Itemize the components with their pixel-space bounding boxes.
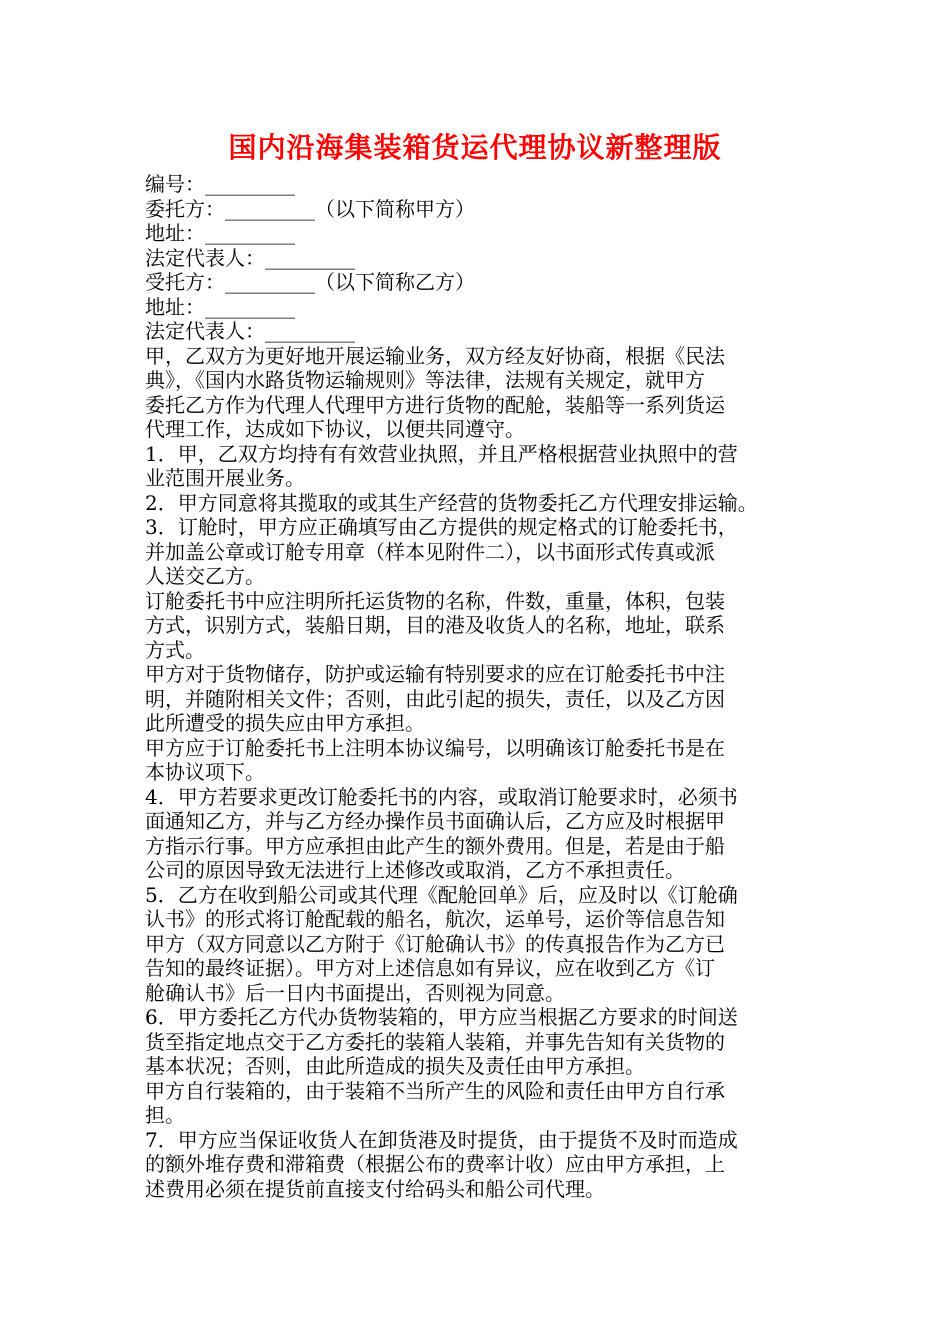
text-line: 地址：_________ [145, 294, 295, 319]
text-line: 甲，乙双方为更好地开展运输业务，双方经友好协商，根据《民法 [145, 343, 725, 368]
text-line: 3．订舱时，甲方应正确填写由乙方提供的规定格式的订舱委托书， [145, 515, 738, 539]
text-line: 5．乙方在收到船公司或其代理《配舱回单》后，应及时以《订舱确 [145, 882, 738, 907]
text-line: 甲方对于货物储存，防护或运输有特别要求的应在订舱委托书中注 [145, 662, 725, 686]
text-line: 法定代表人：_________ [145, 245, 355, 270]
text-line: 2．甲方同意将其揽取的或其生产经营的货物委托乙方代理安排运输。 [145, 490, 758, 515]
text-line: 人送交乙方。 [145, 564, 265, 588]
text-line: 述费用必须在提货前直接支付给码头和船公司代理。 [145, 1176, 605, 1201]
text-line: 业范围开展业务。 [145, 466, 305, 490]
text-line: 甲方应于订舱委托书上注明本协议编号，以明确该订舱委托书是在 [145, 735, 725, 760]
text-line: 此所遭受的损失应由甲方承担。 [145, 711, 425, 735]
document-title: 国内沿海集装箱货运代理协议新整理版 [228, 131, 722, 164]
text-line: 认书》的形式将订舱配载的船名，航次，运单号，运价等信息告知 [145, 907, 725, 931]
text-line: 方式。 [145, 637, 205, 662]
text-line: 受托方：_________（以下简称乙方） [145, 270, 475, 294]
text-line: 代理工作，达成如下协议，以便共同遵守。 [145, 417, 525, 441]
text-line: 方式，识别方式，装船日期，目的港及收货人的名称，地址，联系 [145, 613, 725, 637]
text-line: 并加盖公章或订舱专用章（样本见附件二），以书面形式传真或派 [145, 539, 715, 564]
text-line: 明，并随附相关文件；否则，由此引起的损失，责任，以及乙方因 [145, 686, 725, 711]
text-line: 法定代表人：_________ [145, 319, 355, 343]
text-line: 委托乙方作为代理人代理甲方进行货物的配舱，装船等一系列货运 [145, 392, 725, 417]
text-line: 的额外堆存费和滞箱费（根据公布的费率计收）应由甲方承担，上 [145, 1152, 725, 1176]
text-line: 委托方：_________（以下简称甲方） [145, 196, 475, 221]
document-body [145, 172, 813, 1201]
text-line: 地址：_________ [145, 221, 295, 245]
text-line: 4．甲方若要求更改订舱委托书的内容，或取消订舱要求时，必须书 [145, 784, 738, 809]
text-line: 面通知乙方，并与乙方经办操作员书面确认后，乙方应及时根据甲 [145, 809, 725, 833]
text-line: 基本状况；否则，由此所造成的损失及责任由甲方承担。 [145, 1054, 645, 1078]
text-line: 6．甲方委托乙方代办货物装箱的，甲方应当根据乙方要求的时间送 [145, 1005, 738, 1029]
text-line: 舱确认书》后一日内书面提出，否则视为同意。 [145, 980, 565, 1005]
text-line: 7．甲方应当保证收货人在卸货港及时提货，由于提货不及时而造成 [145, 1127, 738, 1152]
text-line: 方指示行事。甲方应承担由此产生的额外费用。但是，若是由于船 [145, 833, 725, 858]
text-line: 本协议项下。 [145, 760, 265, 784]
text-line: 典》，《国内水路货物运输规则》等法律，法规有关规定，就甲方 [145, 368, 705, 392]
text-line: 担。 [145, 1103, 185, 1127]
text-line: 订舱委托书中应注明所托运货物的名称，件数，重量，体积，包装 [145, 588, 725, 613]
text-line: 甲方自行装箱的，由于装箱不当所产生的风险和责任由甲方自行承 [145, 1078, 725, 1103]
text-line: 1．甲，乙双方均持有有效营业执照，并且严格根据营业执照中的营 [145, 441, 738, 466]
text-line: 甲方（双方同意以乙方附于《订舱确认书》的传真报告作为乙方已 [145, 931, 725, 956]
text-line: 公司的原因导致无法进行上述修改或取消，乙方不承担责任。 [145, 858, 685, 882]
text-line: 告知的最终证据）。甲方对上述信息如有异议，应在收到乙方《订 [145, 956, 715, 980]
text-line: 编号：_________ [145, 172, 295, 196]
text-line: 货至指定地点交于乙方委托的装箱人装箱，并事先告知有关货物的 [145, 1029, 725, 1054]
